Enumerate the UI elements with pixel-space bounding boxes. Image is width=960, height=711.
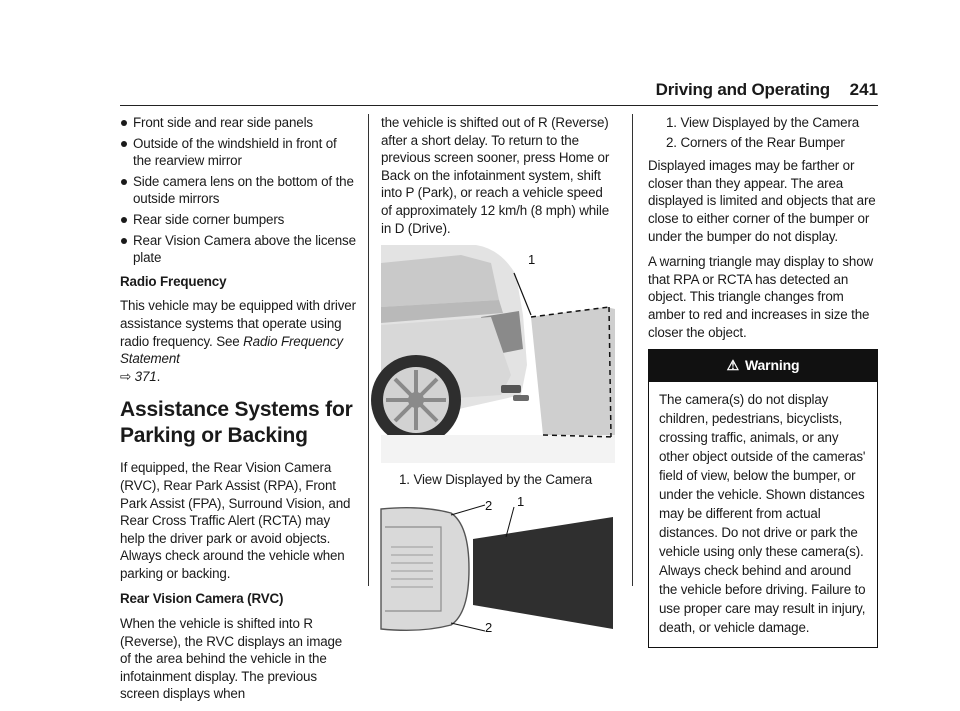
header-rule xyxy=(120,105,878,106)
bullet-icon xyxy=(121,120,127,126)
list-item: Rear Vision Camera above the license plate xyxy=(120,232,356,267)
bullet-icon xyxy=(121,238,127,244)
page-reference-icon: ⇨ xyxy=(120,368,132,384)
radio-frequency-link[interactable]: Radio Frequency Statement xyxy=(120,333,343,367)
bullet-icon xyxy=(121,141,127,147)
bullet-icon xyxy=(121,179,127,185)
callout-2-top: 2 xyxy=(485,497,493,513)
list-item: Front side and rear side panels xyxy=(120,114,356,132)
rvc-paragraph: When the vehicle is shifted into R (Reverse), the RVC displays an image of the area behind the vehicle in the infotainment display. The previous screen displays when xyxy=(120,616,343,702)
sensor-location-list xyxy=(120,114,356,267)
warning-triangle-paragraph: A warning triangle may display to show that RPA or RCTA has detected an object. This triangle changes from amber to red and increases in size the closer the object. xyxy=(648,254,874,340)
list-item: Outside of the windshield in front of the rearview mirror xyxy=(120,135,356,170)
column-1 xyxy=(120,114,356,711)
column-2 xyxy=(381,114,615,639)
warning-header xyxy=(649,350,877,382)
column-3 xyxy=(648,114,878,648)
page-number: 241 xyxy=(849,80,878,99)
rear-bumper-top-view-illustration xyxy=(381,493,615,639)
bullet-icon xyxy=(121,217,127,223)
section-intro: If equipped, the Rear Vision Camera (RVC), Rear Park Assist (RPA), Front Park Assist (FPA), Surround Vision, and Rear Cross Traffic Alert (RCTA) may help the driver park or avoid objects. Always check around the vehicle when parking or backing. xyxy=(120,460,351,581)
warning-text: The camera(s) do not display children, pedestrians, bicyclists, crossing traffic, animals, or any other object outside of the cameras' field of view, below the bumper, or under the vehicle. Shown distances may be different from actual distances. Do not drive or park the vehicle using only these camera(s). Always check behind and around the vehicle before driving. Failure to use proper care may result in injury, death, or vehicle damage. xyxy=(659,392,866,636)
page-header xyxy=(0,80,960,110)
rear-camera-view-illustration xyxy=(381,245,615,463)
displayed-images-paragraph: Displayed images may be farther or closer than they appear. The area displayed is limited and objects that are close to either corner of the bumper or under the bumper do not display. xyxy=(648,158,876,244)
chapter-title: Driving and Operating xyxy=(655,80,830,99)
rvc-heading: Rear Vision Camera (RVC) xyxy=(120,591,284,607)
continued-paragraph: the vehicle is shifted out of R (Reverse) after a short delay. To return to the previous screen sooner, press Home or Back on the infotainment system, shift into P (Park), or reach a vehicle speed of approximately 12 km/h (8 mph) while in D (Drive). xyxy=(381,115,610,236)
column-divider-2 xyxy=(632,114,633,586)
page-reference[interactable]: 371 xyxy=(134,368,157,384)
warning-title: Warning xyxy=(744,357,800,374)
list-item: Side camera lens on the bottom of the outside mirrors xyxy=(120,173,356,208)
section-title: Assistance Systems for Parking or Backing xyxy=(120,398,353,448)
figure-2-caption xyxy=(666,114,878,151)
radio-frequency-heading: Radio Frequency xyxy=(120,273,227,289)
warning-triangle-icon: ⚠ xyxy=(726,357,739,374)
warning-box xyxy=(648,349,878,648)
figure-1-caption xyxy=(399,471,615,489)
list-item: Rear side corner bumpers xyxy=(120,211,356,229)
callout-1: 1 xyxy=(528,252,536,268)
column-divider-1 xyxy=(368,114,369,586)
list-item: 2. Corners of the Rear Bumper xyxy=(666,134,845,150)
vehicle-top-view-illustration xyxy=(381,497,615,639)
vehicle-rear-illustration xyxy=(381,245,615,463)
callout-2-bottom: 2 xyxy=(485,619,493,635)
list-item: 1. View Displayed by the Camera xyxy=(666,115,860,130)
list-item: 1. View Displayed by the Camera xyxy=(399,472,593,488)
radio-frequency-paragraph: This vehicle may be equipped with driver assistance systems that operate using radio frequency. See Radio Frequency Statement ⇨ 371. xyxy=(120,298,356,384)
callout-1: 1 xyxy=(517,493,525,509)
